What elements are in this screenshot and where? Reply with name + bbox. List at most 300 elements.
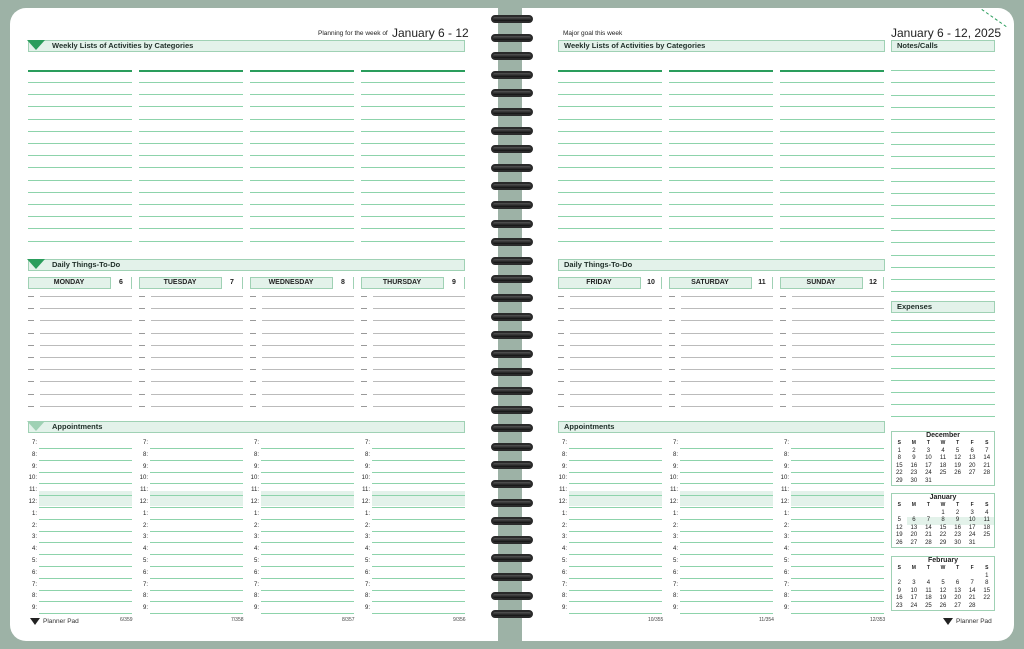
calendar-day: 1	[985, 572, 989, 579]
hour-label: 9:	[253, 605, 259, 612]
footer-day-count: 8/357	[342, 617, 355, 623]
appointment-line	[261, 613, 354, 614]
weekday-letter: T	[956, 502, 960, 508]
calendar-day: 30	[954, 539, 961, 546]
todo-line	[262, 296, 354, 297]
spiral-ring	[487, 219, 537, 229]
appointment-line	[791, 542, 884, 543]
spiral-ring	[487, 591, 537, 601]
appointment-line	[261, 601, 354, 602]
calendar-day: 28	[983, 470, 991, 476]
checkbox-tick	[139, 357, 145, 358]
appointment-line	[261, 566, 354, 567]
calendar-weekdays	[892, 565, 994, 573]
calendar-day: 15	[895, 462, 903, 469]
spiral-ring	[487, 163, 537, 173]
weekday-letter: S	[985, 502, 989, 508]
calendar-day: 7	[985, 447, 989, 454]
calendar-day: 22	[983, 595, 991, 601]
calendar-day: 3	[926, 447, 931, 454]
lunch-shade	[680, 497, 773, 506]
appointment-line	[791, 578, 884, 579]
hour-label: 5:	[142, 558, 148, 564]
checkbox-tick	[669, 320, 675, 321]
appointment-line	[569, 483, 662, 484]
ruled-line	[669, 192, 773, 193]
calendar-day: 6	[955, 580, 960, 586]
checkbox-tick	[28, 308, 34, 309]
ruled-line	[28, 131, 132, 132]
ruled-line	[780, 228, 884, 229]
appointment-line	[569, 460, 662, 461]
calendar-day: 20	[910, 532, 918, 538]
notes-line	[891, 70, 995, 71]
appointment-line	[150, 472, 243, 473]
hour-label: 8:	[672, 451, 678, 458]
todo-line	[40, 333, 132, 334]
checkbox-tick	[669, 357, 675, 358]
appointment-line	[680, 483, 773, 484]
todo-line	[373, 308, 465, 309]
weekday-letter: M	[911, 502, 916, 508]
day-header-wednesday	[250, 277, 354, 289]
calendar-day: 2	[912, 447, 916, 454]
calendar-week-row	[892, 448, 994, 456]
hour-label: 9:	[783, 605, 789, 612]
week-date-range: January 6 - 12, 2025	[891, 26, 1002, 40]
checkbox-tick	[558, 406, 564, 407]
todo-line	[681, 406, 773, 407]
appointment-line	[372, 613, 465, 614]
checkbox-tick	[669, 308, 675, 309]
todo-line	[40, 406, 132, 407]
todo-line	[792, 369, 884, 370]
ruled-line	[669, 143, 773, 144]
notes-line	[891, 119, 995, 120]
calendar-day	[921, 510, 936, 518]
appointment-line	[39, 519, 132, 520]
appointment-line	[372, 566, 465, 567]
appointment-line	[372, 483, 465, 484]
hour-label: 12:	[361, 499, 370, 505]
checkbox-tick	[28, 406, 34, 407]
calendar-day: 26	[939, 602, 947, 609]
appointment-line	[261, 472, 354, 473]
checkbox-tick	[780, 357, 786, 358]
ruled-line	[558, 131, 662, 132]
calendar-day	[907, 573, 922, 581]
calendar-day: 27	[910, 539, 918, 546]
ruled-line	[558, 106, 662, 107]
hour-label: 5:	[783, 558, 789, 564]
checkbox-tick	[558, 394, 564, 395]
planning-label: Planning for the week of	[318, 30, 388, 37]
spiral-ring	[487, 349, 537, 359]
expenses-line	[891, 320, 995, 321]
appointment-line	[39, 566, 132, 567]
checkbox-tick	[780, 369, 786, 370]
todo-line	[792, 308, 884, 309]
hour-label: 9:	[561, 605, 567, 612]
hour-label: 9:	[783, 463, 789, 470]
checkbox-tick	[558, 381, 564, 382]
appointment-line	[791, 507, 884, 508]
weekday-letter: S	[897, 440, 901, 446]
checkbox-tick	[558, 345, 564, 346]
checkbox-tick	[139, 320, 145, 321]
ruled-line	[250, 119, 354, 120]
planner-pad-logo-left	[30, 618, 79, 625]
expenses-line	[891, 416, 995, 417]
appointment-line	[39, 613, 132, 614]
ruled-line	[669, 155, 773, 156]
calendar-day: 5	[897, 517, 901, 523]
hour-label: 11:	[670, 487, 678, 494]
calendar-weekdays	[892, 440, 994, 448]
hour-label: 7:	[783, 440, 789, 446]
notes-line	[891, 255, 995, 256]
ruled-line	[669, 180, 773, 181]
spiral-ring	[487, 516, 537, 526]
ruled-line	[558, 94, 662, 95]
checkbox-tick	[558, 320, 564, 321]
calendar-day: 3	[912, 580, 916, 586]
lunch-shade	[569, 497, 662, 506]
ruled-line	[361, 204, 465, 205]
lunch-shade	[150, 497, 243, 506]
hour-label: 10:	[139, 475, 148, 482]
calendar-day: 17	[925, 462, 932, 469]
notes-line	[891, 193, 995, 194]
hour-label: 9:	[142, 605, 148, 612]
left-appointments-bar	[28, 421, 465, 433]
day-name: SUNDAY	[806, 279, 836, 286]
spiral-ring	[487, 88, 537, 98]
appointment-line	[680, 554, 773, 555]
expenses-line	[891, 356, 995, 357]
appointment-line	[39, 578, 132, 579]
ruled-line	[139, 143, 243, 144]
checkbox-tick	[361, 406, 367, 407]
appointment-line	[261, 448, 354, 449]
todo-line	[40, 369, 132, 370]
calendar-day: 30	[910, 477, 918, 484]
checkbox-tick	[250, 357, 256, 358]
checkbox-tick	[780, 381, 786, 382]
hour-label: 9:	[253, 463, 259, 470]
todo-line	[40, 296, 132, 297]
calendar-day: 7	[921, 517, 936, 525]
calendar-day: 5	[955, 447, 960, 454]
todo-line	[373, 320, 465, 321]
checkbox-tick	[28, 333, 34, 334]
hour-label: 2:	[253, 522, 259, 529]
checkbox-tick	[361, 308, 367, 309]
calendar-day: 24	[968, 532, 976, 538]
ruled-line	[780, 180, 884, 181]
hour-label: 2:	[364, 522, 370, 529]
ruled-line	[28, 192, 132, 193]
hour-label: 6:	[253, 569, 259, 576]
calendar-day: 15	[983, 587, 991, 594]
checkbox-tick	[558, 369, 564, 370]
ruled-line	[361, 167, 465, 168]
ruled-line	[250, 143, 354, 144]
todo-line	[40, 394, 132, 395]
calendar-day: 17	[968, 524, 976, 531]
calendar-day: 20	[954, 595, 961, 601]
calendar-day: 12	[895, 524, 903, 531]
spiral-ring	[487, 51, 537, 61]
appointment-line	[680, 601, 773, 602]
calendar-month: January	[929, 494, 957, 501]
calendar-day	[936, 573, 951, 581]
calendar-day: 9	[897, 587, 901, 594]
hour-label: 5:	[253, 558, 259, 564]
hour-label: 1:	[364, 510, 370, 517]
hour-label: 1:	[783, 510, 789, 517]
footer-day-count: 6/359	[120, 617, 133, 623]
todo-line	[792, 381, 884, 382]
hour-label: 4:	[364, 546, 370, 553]
checkbox-tick	[558, 333, 564, 334]
checkbox-tick	[669, 381, 675, 382]
calendar-week-row	[892, 595, 994, 603]
checkbox-tick	[780, 308, 786, 309]
calendar-day	[979, 540, 994, 548]
calendar-day: 16	[895, 595, 903, 601]
calendar-day: 10	[925, 455, 932, 461]
ruled-line	[250, 204, 354, 205]
ruled-line	[250, 180, 354, 181]
day-name: THURSDAY	[382, 279, 422, 286]
ruled-line	[28, 82, 132, 83]
ruled-line	[28, 180, 132, 181]
expenses-line	[891, 344, 995, 345]
expenses-line	[891, 404, 995, 405]
notes-line	[891, 107, 995, 108]
notes-line	[891, 156, 995, 157]
appointment-line	[569, 566, 662, 567]
hour-label: 9:	[364, 605, 370, 612]
hour-label: 6:	[31, 569, 37, 576]
calendar-day: 3	[970, 509, 974, 516]
spiral-ring	[487, 126, 537, 136]
checkbox-tick	[780, 296, 786, 297]
calendar-day: 26	[895, 539, 903, 546]
todo-line	[151, 296, 243, 297]
checkbox-tick	[361, 333, 367, 334]
todo-line	[570, 394, 662, 395]
calendar-day: 9	[912, 455, 916, 461]
appointment-line	[39, 507, 132, 508]
ruled-line	[361, 131, 465, 132]
todo-line	[570, 369, 662, 370]
outline-triangle-icon	[27, 421, 45, 431]
ruled-line	[558, 155, 662, 156]
hour-label: 12:	[250, 499, 259, 505]
day-header-thursday	[361, 277, 465, 289]
logo-text: Planner Pad	[43, 618, 79, 626]
hour-label: 5:	[364, 558, 370, 564]
todo-line	[40, 357, 132, 358]
appointment-line	[39, 483, 132, 484]
left-weekly-bar	[28, 40, 465, 52]
day-name: FRIDAY	[586, 279, 612, 286]
calendar-day: 20	[968, 462, 976, 469]
appointment-line	[569, 507, 662, 508]
checkbox-tick	[28, 369, 34, 370]
ruled-line	[361, 241, 465, 242]
right-appointments-bar	[558, 421, 885, 433]
hour-label: 8:	[142, 593, 148, 600]
hour-label: 2:	[561, 522, 567, 529]
hour-label: 2:	[31, 522, 37, 529]
green-triangle-icon	[27, 40, 45, 50]
appointment-line	[39, 472, 132, 473]
ruled-line	[558, 216, 662, 217]
ruled-line	[361, 155, 465, 156]
ruled-line	[28, 167, 132, 168]
checkbox-tick	[250, 381, 256, 382]
appointment-line	[150, 578, 243, 579]
right-appointments-title: Appointments	[564, 422, 615, 431]
calendar-day: 16	[954, 524, 961, 531]
calendar-day: 16	[910, 462, 918, 469]
ruled-line	[139, 82, 243, 83]
appointment-line	[791, 448, 884, 449]
category-underline	[669, 70, 773, 72]
ruled-line	[558, 241, 662, 242]
todo-line	[151, 369, 243, 370]
ruled-line	[669, 94, 773, 95]
ruled-line	[28, 155, 132, 156]
todo-line	[792, 357, 884, 358]
spiral-ring	[487, 144, 537, 154]
checkbox-tick	[139, 345, 145, 346]
calendar-day: 6	[907, 517, 922, 525]
ruled-line	[28, 204, 132, 205]
calendar-day: 13	[968, 455, 976, 461]
footer-day-count: 12/353	[870, 617, 886, 623]
checkbox-tick	[28, 320, 34, 321]
hour-label: 8:	[561, 593, 567, 600]
appointment-line	[791, 519, 884, 520]
notes-line	[891, 168, 995, 169]
calendar-week-row	[892, 525, 994, 533]
appointment-line	[680, 566, 773, 567]
spiral-ring	[487, 572, 537, 582]
calendar-week-row	[892, 588, 994, 596]
appointment-line	[791, 460, 884, 461]
weekday-letter: T	[926, 565, 930, 571]
calendar-day: 1	[897, 447, 901, 454]
spiral-ring	[487, 367, 537, 377]
hour-label: 7:	[672, 440, 678, 446]
ruled-line	[139, 241, 243, 242]
checkbox-tick	[250, 308, 256, 309]
calendar-day	[936, 478, 951, 486]
appointment-line	[569, 590, 662, 591]
calendar-day: 19	[939, 595, 947, 601]
appointment-line	[150, 460, 243, 461]
todo-line	[151, 345, 243, 346]
calendar-week-row	[892, 463, 994, 471]
calendar-week-row	[892, 540, 994, 548]
checkbox-tick	[139, 394, 145, 395]
hour-label: 4:	[783, 546, 789, 553]
appointment-line	[569, 519, 662, 520]
spiral-ring	[487, 107, 537, 117]
hour-label: 7:	[31, 581, 37, 588]
day-number: 8	[332, 277, 353, 289]
calendar-day: 11	[925, 587, 932, 594]
weekday-letter: S	[897, 502, 901, 508]
spiral-binding	[487, 14, 537, 634]
hour-label: 6:	[142, 569, 148, 576]
todo-line	[373, 357, 465, 358]
weekday-letter: W	[940, 502, 946, 508]
todo-line	[40, 381, 132, 382]
appointment-line	[150, 519, 243, 520]
calendar-week-row	[892, 510, 994, 518]
planner-pad-logo-icon	[30, 618, 40, 625]
expenses-bar	[891, 301, 995, 313]
calendar-day: 12	[954, 455, 961, 461]
calendar-day	[965, 478, 980, 486]
expenses-line	[891, 332, 995, 333]
hour-label: 8:	[783, 593, 789, 600]
notes-line	[891, 95, 995, 96]
calendar-day: 8	[936, 517, 951, 525]
calendar-day: 12	[939, 587, 947, 594]
todo-line	[151, 333, 243, 334]
appointment-line	[261, 483, 354, 484]
calendar-day: 21	[983, 462, 991, 469]
appointment-line	[791, 613, 884, 614]
ruled-line	[250, 94, 354, 95]
appointment-line	[680, 590, 773, 591]
hour-label: 1:	[561, 510, 567, 517]
ruled-line	[250, 131, 354, 132]
hour-label: 11:	[781, 487, 789, 494]
todo-line	[151, 394, 243, 395]
left-daily-title: Daily Things-To-Do	[52, 260, 121, 269]
calendar-day: 8	[985, 580, 989, 586]
day-header-friday	[558, 277, 662, 289]
hour-label: 9:	[364, 463, 370, 470]
todo-line	[151, 308, 243, 309]
checkbox-tick	[28, 394, 34, 395]
lunch-shade	[372, 497, 465, 506]
calendar-day: 10	[910, 587, 918, 594]
day-header-sunday	[780, 277, 884, 289]
todo-line	[681, 333, 773, 334]
todo-line	[681, 381, 773, 382]
hour-label: 7:	[253, 440, 259, 446]
appointment-line	[261, 590, 354, 591]
calendar-day: 25	[939, 470, 947, 476]
todo-line	[792, 345, 884, 346]
calendar-week-row	[892, 580, 994, 588]
hour-label: 3:	[672, 534, 678, 541]
notes-line	[891, 218, 995, 219]
expenses-line	[891, 368, 995, 369]
checkbox-tick	[361, 320, 367, 321]
checkbox-tick	[250, 320, 256, 321]
left-daily-bar	[28, 259, 465, 271]
calendar-day: 19	[895, 532, 903, 538]
